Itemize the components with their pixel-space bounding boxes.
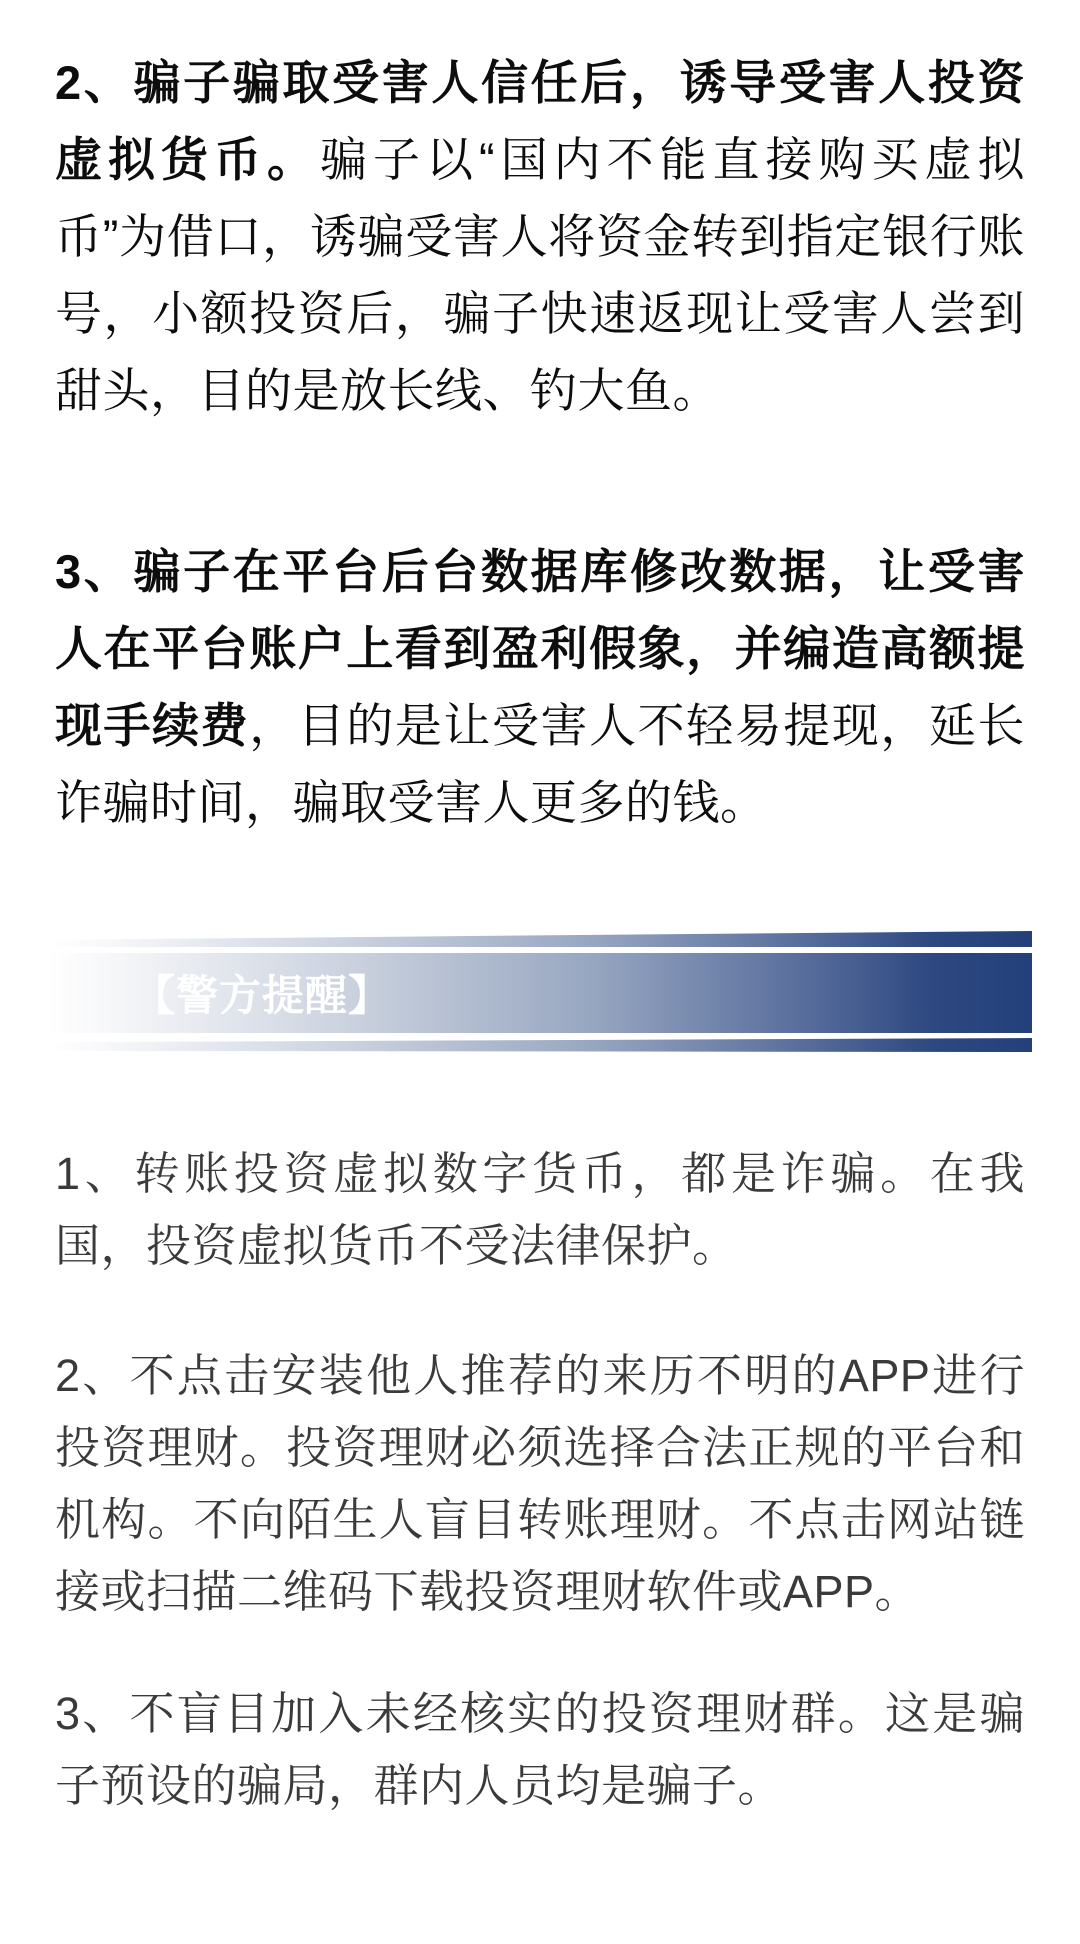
banner-band	[48, 953, 1032, 1033]
police-tip-1: 1、转账投资虚拟数字货币，都是诈骗。在我国，投资虚拟货币不受法律保护。	[55, 1148, 1025, 1271]
banner-bottom-strip	[48, 1038, 1032, 1052]
scam-step-3-lead-bold: 3、骗子在平台后台数据库修改数据，让受害人在平台账户上看到盈利假象，并编造高额提现手续费	[55, 545, 1025, 752]
police-tip-2: 2、不点击安装他人推荐的来历不明的APP进行投资理财。投资理财必须选择合法正规的平台和机构。不向陌生人盲目转账理财。不点击网站链接或扫描二维码下载投资理财软件或APP。	[55, 1350, 1025, 1617]
scam-step-3-paragraph	[55, 533, 1025, 841]
banner-top-strip	[48, 931, 1032, 947]
police-tip-3: 3、不盲目加入未经核实的投资理财群。这是骗子预设的骗局，群内人员均是骗子。	[55, 1688, 1025, 1811]
banner-title: 【警方提醒】	[133, 972, 392, 1019]
police-reminder-banner	[48, 931, 1032, 1052]
scam-step-3-body-text: ，目的是让受害人不轻易提现，延长诈骗时间，骗取受害人更多的钱。	[55, 699, 1026, 829]
scam-step-2-lead-bold: 2、骗子骗取受害人信任后，诱导受害人投资虚拟货币。	[55, 56, 1025, 186]
scam-step-2-body-text: 骗子以“国内不能直接购买虚拟币”为借口，诱骗受害人将资金转到指定银行账号，小额投资后，骗子快速返现让受害人尝到甜头，目的是放长线、钓大鱼。	[55, 133, 1026, 417]
scam-step-2-paragraph	[55, 44, 1025, 429]
